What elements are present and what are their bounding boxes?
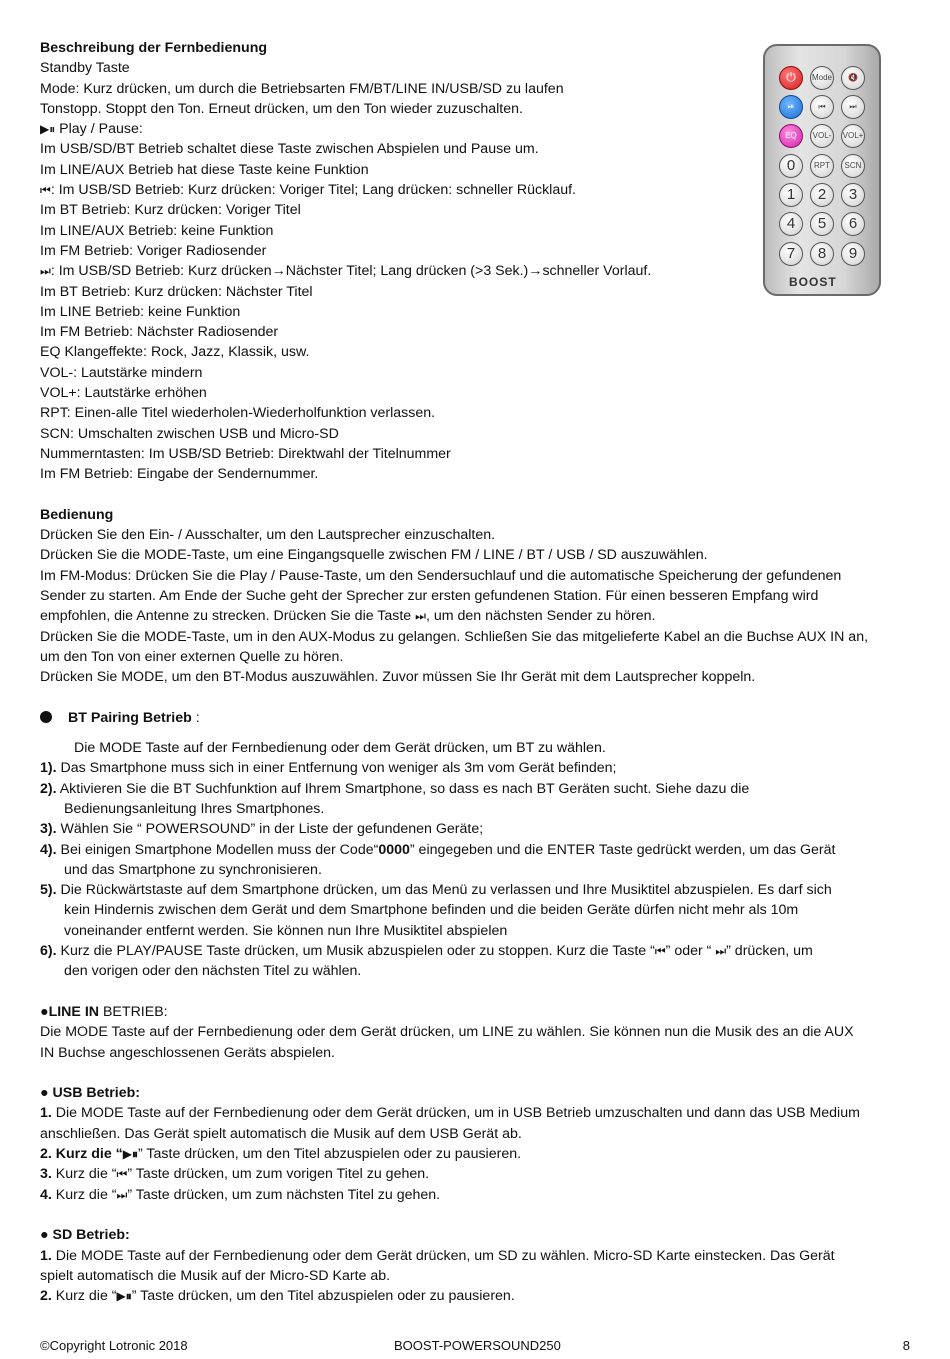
inline-text: Die MODE Taste auf der Fernbedienung oder dem Gerät drücken, um in USB Betrieb umzuschalten und dann das USB Medium [51,1105,860,1122]
section-title-operation: Bedienung [40,506,114,523]
play-pause-button-icon: ⏯ [779,95,803,119]
list-number: 2. Kurz die “ [40,1146,123,1163]
text-line: Im BT Betrieb: Kurz drücken: Nächster Titel [40,283,313,300]
next-track-icon: ⏭ [415,609,426,624]
inline-text: Play / Pause: [55,121,143,138]
inline-text: Die MODE Taste auf der Fernbedienung oder dem Gerät drücken, um SD zu wählen. Micro-SD Karte einstecken. Das Gerät [51,1247,835,1264]
inline-text: ” Taste drücken, um den Titel abzuspielen oder zu pausieren. [131,1288,515,1305]
list-number: 5). [40,882,57,899]
text-line: VOL+: Lautstärke erhöhen [40,385,207,402]
prev-track-icon: ⏮ [40,183,51,198]
inline-text: ” oder “ [665,943,716,960]
inline-text: : Im USB/SD Betrieb: Kurz drücken→Nächster Titel; Lang drücken (>3 Sek.)→schneller Vorlauf. [50,263,652,280]
num-3-button-icon: 3 [841,183,865,207]
text-line: Im FM Betrieb: Voriger Radiosender [40,242,267,259]
inline-text: Kurz die “ [51,1166,117,1183]
num-0-button-icon: 0 [779,154,803,178]
inline-text: ” Taste drücken, um zum nächsten Titel zu gehen. [127,1186,441,1203]
list-item [40,758,910,778]
list-item [40,941,910,961]
text-line: Im FM Betrieb: Nächster Radiosender [40,324,279,341]
inline-text: : [191,709,200,726]
text-line: RPT: Einen-alle Titel wiederholen-Wiederholfunktion verlassen. [40,405,436,422]
inline-text: LINE IN [48,1003,100,1020]
text-line: IN Buchse angeschlossenen Geräts abspielen. [40,1044,335,1061]
page-footer [40,1336,910,1356]
text-line: Nummerntasten: Im USB/SD Betrieb: Direktwahl der Titelnummer [40,445,451,462]
list-item [40,1103,910,1123]
text-line: Im FM Betrieb: Eingabe der Sendernummer. [40,466,319,483]
text-line: Im FM-Modus: Drücken Sie die Play / Pause-Taste, um den Sendersuchlauf und die automatische Speicherung der gefundenen [40,567,842,584]
inline-text: , um den nächsten Sender zu hören. [425,608,656,625]
text-line: um den Ton von einer externen Quelle zu hören. [40,648,344,665]
footer-model: BOOST-POWERSOUND250 [394,1338,561,1353]
list-number: 4). [40,841,57,858]
text-line [40,119,910,139]
num-7-button-icon: 7 [779,242,803,266]
list-item [40,1164,910,1184]
inline-text: Kurz die “ [51,1186,117,1203]
next-track-icon: ⏭ [116,1187,128,1202]
num-5-button-icon: 5 [810,212,834,236]
text-line: Im BT Betrieb: Kurz drücken: Voriger Titel [40,202,301,219]
inline-text: BETRIEB: [99,1003,168,1020]
list-item [40,1185,910,1205]
list-number: 1). [40,760,57,777]
bullet-icon [40,711,52,723]
standby-button-icon: ⏻ [779,66,803,90]
bullet-icon: ● [40,1003,49,1020]
section-title-line-in [40,1002,910,1022]
scn-button-icon: SCN [841,154,865,178]
text-line: spielt automatisch die Musik auf der Micro-SD Karte ab. [40,1267,391,1284]
inline-text: Die Rückwärtstaste auf dem Smartphone drücken, um das Menü zu verlassen und Ihre Musiktitel abzuspielen. Es darf sich [56,882,832,899]
play-pause-icon: ▶⏸ [122,1147,139,1162]
text-line: SCN: Umschalten zwischen USB und Micro-SD [40,425,339,442]
text-line: Im LINE Betrieb: keine Funktion [40,303,241,320]
inline-text: ” eingegeben und die ENTER Taste gedrückt werden, um das Gerät [409,841,836,858]
text-line: Drücken Sie MODE, um den BT-Modus auszuwählen. Zuvor müssen Sie Ihr Gerät mit dem Lautsprecher koppeln. [40,669,756,686]
remote-brand-logo: BOOST [789,275,837,289]
num-2-button-icon: 2 [810,183,834,207]
text-line: Die MODE Taste auf der Fernbedienung oder dem Gerät drücken, um BT zu wählen. [74,740,606,757]
inline-text: : Im USB/SD Betrieb: Kurz drücken: Voriger Titel; Lang drücken: schneller Rücklauf. [50,182,576,199]
section-title-bt [40,708,910,728]
list-item [40,779,910,799]
list-number: 6). [40,943,57,960]
prev-track-icon: ⏮ [116,1167,128,1182]
text-line: Standby Taste [40,60,130,77]
vol-plus-button-icon: VOL+ [841,124,865,148]
inline-text: ” Taste drücken, um zum vorigen Titel zu gehen. [127,1166,430,1183]
text-line: Tonstopp. Stoppt den Ton. Erneut drücken, um den Ton wieder zuzuschalten. [40,100,523,117]
section-title-sd: ● SD Betrieb: [40,1227,130,1244]
list-number: 2). [40,780,57,797]
list-number: 2. [40,1288,52,1305]
text-line [40,180,910,200]
page-content [40,38,910,1306]
inline-text: Das Smartphone muss sich in einer Entfernung von weniger als 3m vom Gerät befinden; [56,760,617,777]
text-line: Drücken Sie die MODE-Taste, um eine Eingangsquelle zwischen FM / LINE / BT / USB / SD auszuwählen. [40,547,708,564]
footer-copyright: ©Copyright Lotronic 2018 [40,1338,188,1353]
text-line: Im LINE/AUX Betrieb: keine Funktion [40,222,274,239]
text-line: anschließen. Das Gerät spielt automatisch die Musik auf dem USB Gerät ab. [40,1125,522,1142]
play-pause-icon: ▶︎⏸ [40,122,56,137]
section-title-usb: ● USB Betrieb: [40,1085,141,1102]
text-line: Im LINE/AUX Betrieb hat diese Taste keine Funktion [40,161,369,178]
prev-button-icon: ⏮ [810,95,834,119]
text-line: und das Smartphone zu synchronisieren. [64,861,322,878]
footer-page-number: 8 [902,1338,910,1353]
inline-text: ” Taste drücken, um den Titel abzuspielen oder zu pausieren. [138,1146,522,1163]
text-line: voneinander entfernt werden. Sie können nun Ihre Musiktitel abspielen [64,922,508,939]
text-line: Sender zu starten. Am Ende der Suche geht der Sprecher zur ersten gefundenen Station. Für einen besseren Empfang wird [40,588,819,605]
list-item [40,1144,910,1164]
list-item [40,840,910,860]
inline-text: Wählen Sie “ POWERSOUND” in der Liste der gefundenen Geräte; [56,821,484,838]
play-pause-icon: ▶⏸ [116,1289,132,1304]
list-number: 1. [40,1105,52,1122]
text-line: Drücken Sie den Ein- / Ausschalter, um den Lautsprecher einzuschalten. [40,527,496,544]
text-line: EQ Klangeffekte: Rock, Jazz, Klassik, usw. [40,344,310,361]
next-button-icon: ⏭ [841,95,865,119]
text-line: Im USB/SD/BT Betrieb schaltet diese Taste zwischen Abspielen und Pause um. [40,141,539,158]
list-item [40,1286,910,1306]
inline-text: ” drücken, um [726,943,813,960]
list-number: 3. [40,1166,52,1183]
next-track-icon: ⏭ [40,264,51,279]
list-item [40,1246,910,1266]
inline-text: empfohlen, die Antenne zu strecken. Drücken Sie die Taste [40,608,416,625]
text-line: Drücken Sie die MODE-Taste, um in den AUX-Modus zu gelangen. Schließen Sie das mitgelieferte Kabel an die Buchse AUX IN an, [40,628,869,645]
list-number: 4. [40,1186,52,1203]
text-line [40,261,910,281]
text-line: Mode: Kurz drücken, um durch die Betriebsarten FM/BT/LINE IN/USB/SD zu laufen [40,80,564,97]
inline-text: Kurz die “ [51,1288,117,1305]
list-item [40,880,910,900]
num-8-button-icon: 8 [810,242,834,266]
section-title-remote: Beschreibung der Fernbedienung [40,40,268,56]
inline-text: Kurz die PLAY/PAUSE Taste drücken, um Musik abzuspielen oder zu stoppen. Kurz die Taste “ [56,943,655,960]
rpt-button-icon: RPT [810,154,834,178]
num-9-button-icon: 9 [841,242,865,266]
vol-minus-button-icon: VOL- [810,124,834,148]
list-number: 3). [40,821,57,838]
text-line: den vorigen oder den nächsten Titel zu wählen. [64,963,362,980]
inline-text: Aktivieren Sie die BT Suchfunktion auf Ihrem Smartphone, so dass es nach BT Geräten sucht. Siehe dazu die [56,780,750,797]
mode-button-icon: Mode [810,66,834,90]
list-number: 1. [40,1247,52,1264]
num-4-button-icon: 4 [779,212,803,236]
next-track-icon: ⏭ [715,944,727,959]
pairing-code: 0000 [378,841,410,858]
text-line: Die MODE Taste auf der Fernbedienung oder dem Gerät drücken, um LINE zu wählen. Sie können nun die Musik des an die AUX [40,1024,854,1041]
text-line: kein Hindernis zwischen dem Gerät und dem Smartphone befinden und die beiden Geräte dürfen nicht mehr als 10m [64,902,799,919]
inline-text: Bei einigen Smartphone Modellen muss der Code“ [56,841,379,858]
eq-button-icon: EQ [779,124,803,148]
prev-track-icon: ⏮ [654,944,666,959]
inline-text: BT Pairing Betrieb [68,709,192,726]
text-line [40,606,910,626]
text-line: VOL-: Lautstärke mindern [40,364,203,381]
text-line: Bedienungsanleitung Ihres Smartphones. [64,800,325,817]
num-1-button-icon: 1 [779,183,803,207]
num-6-button-icon: 6 [841,212,865,236]
list-item [40,819,910,839]
mute-button-icon: 🔇 [841,66,865,90]
